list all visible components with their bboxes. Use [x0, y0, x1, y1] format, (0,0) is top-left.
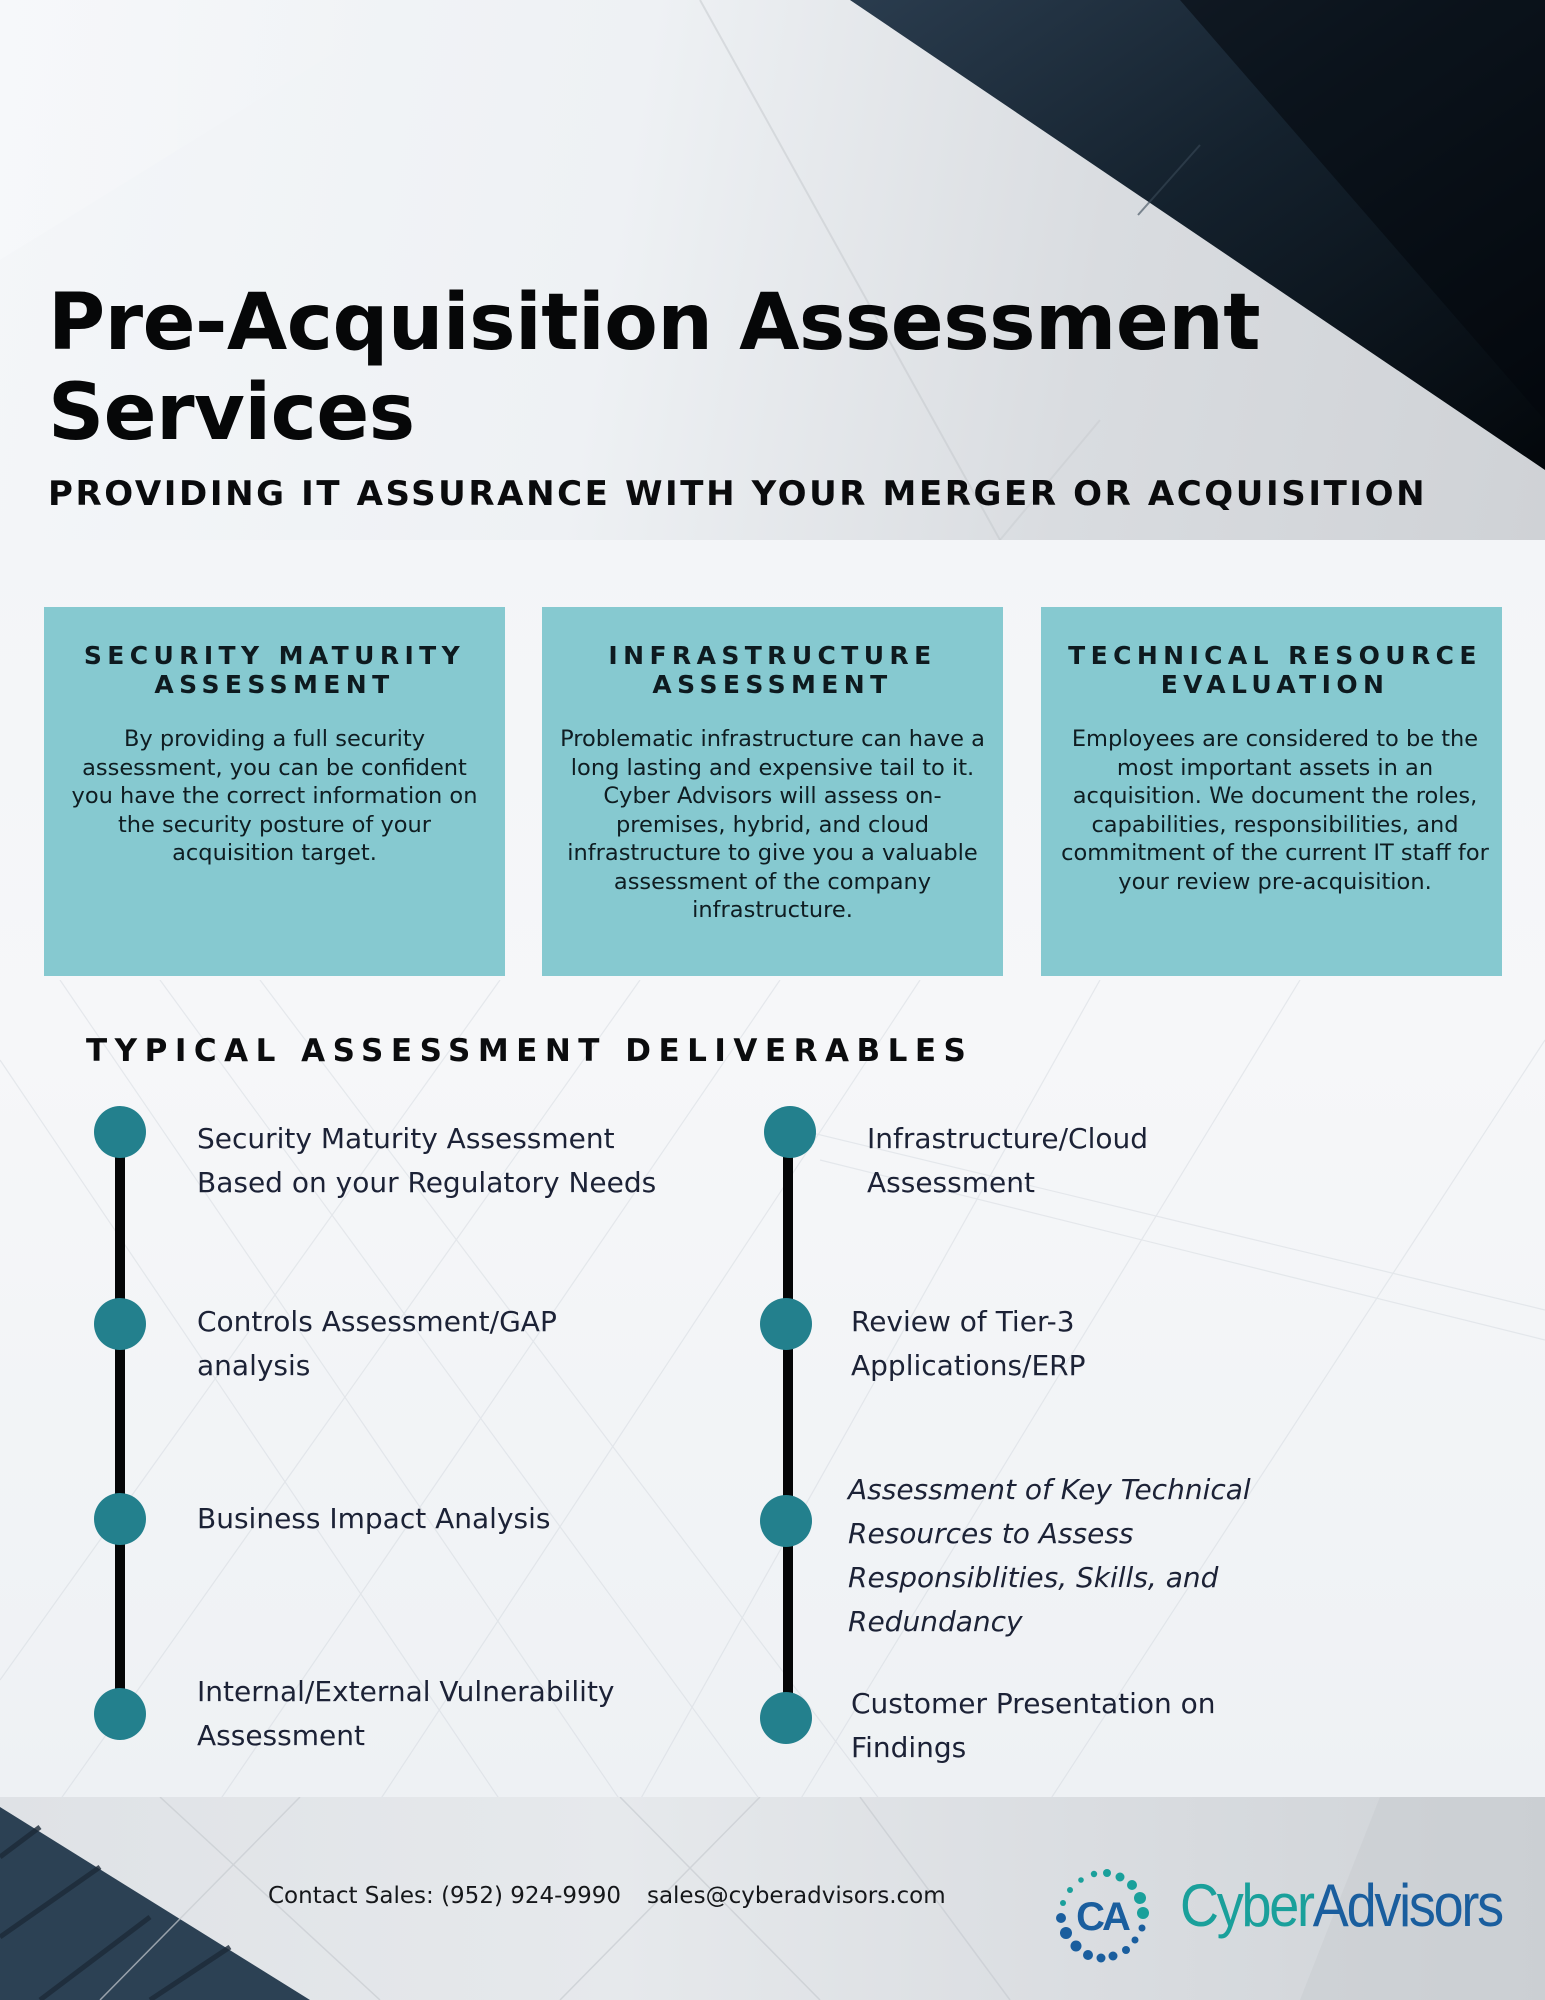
card-body: By providing a full security assessment, you can be confident you have the correct information on the security posture of your acquisition target. — [71, 726, 478, 866]
deliverable-item: Assessment of Key Technical Resources to Assess Responsiblities, Skills, and Redundancy — [848, 1473, 1251, 1638]
timeline-dot-icon — [760, 1495, 812, 1547]
timeline-dot-icon — [94, 1688, 146, 1740]
deliverable-item: Customer Presentation on Findings — [851, 1687, 1216, 1764]
deliverable-item: Business Impact Analysis — [197, 1502, 551, 1535]
timeline-dot-icon — [760, 1692, 812, 1744]
timeline-dot-icon — [94, 1106, 146, 1158]
card-title: INFRASTRUCTURE ASSESSMENT — [608, 641, 937, 699]
contact-phone[interactable]: Contact Sales: (952) 924-9990 — [268, 1883, 621, 1909]
card-security-maturity — [44, 607, 505, 976]
timeline-dot-icon — [764, 1106, 816, 1158]
card-title: SECURITY MATURITY ASSESSMENT — [83, 641, 466, 699]
deliverable-item: Internal/External Vulnerability Assessment — [197, 1675, 615, 1752]
card-body: Problematic infrastructure can have a long lasting and expensive tail to it. Cyber Advisors will assess on-premises, hybrid, and cloud infrastructure to give you a valuable assessment of the company infrastructure. — [560, 726, 985, 923]
deliverables-heading: TYPICAL ASSESSMENT DELIVERABLES — [86, 1033, 974, 1069]
deliverable-item: Controls Assessment/GAP analysis — [197, 1305, 557, 1382]
card-title: TECHNICAL RESOURCE EVALUATION — [1068, 641, 1482, 699]
timeline-dot-icon — [94, 1493, 146, 1545]
timeline-left-line — [115, 1138, 125, 1718]
contact-email[interactable]: sales@cyberadvisors.com — [646, 1883, 946, 1909]
cyberadvisors-logo-icon — [1046, 1860, 1156, 1970]
card-body: Employees are considered to be the most important assets in an acquisition. We document the roles, capabilities, responsibilities, and commitment of the current IT staff for your review pre-acquisition. — [1061, 726, 1489, 895]
svg-text:CA: CA — [1076, 1895, 1128, 1939]
deliverable-item: Security Maturity Assessment Based on your Regulatory Needs — [197, 1122, 657, 1199]
cyberadvisors-wordmark — [1180, 1870, 1502, 1942]
card-technical-resource — [1041, 607, 1502, 976]
wordmark-advisors: Advisors — [1312, 1872, 1502, 1939]
card-infrastructure — [542, 607, 1003, 976]
contact-info — [268, 1883, 946, 1909]
timeline-dot-icon — [760, 1298, 812, 1350]
page-title: Pre-Acquisition Assessment Services — [48, 278, 1261, 458]
wordmark-cyber: Cyber — [1180, 1872, 1313, 1939]
timeline-right-line — [783, 1130, 793, 1720]
deliverable-item: Review of Tier-3 Applications/ERP — [851, 1305, 1086, 1382]
timeline-dot-icon — [94, 1298, 146, 1350]
deliverable-item: Infrastructure/Cloud Assessment — [867, 1122, 1149, 1199]
page-subtitle: PROVIDING IT ASSURANCE WITH YOUR MERGER OR ACQUISITION — [48, 474, 1428, 514]
